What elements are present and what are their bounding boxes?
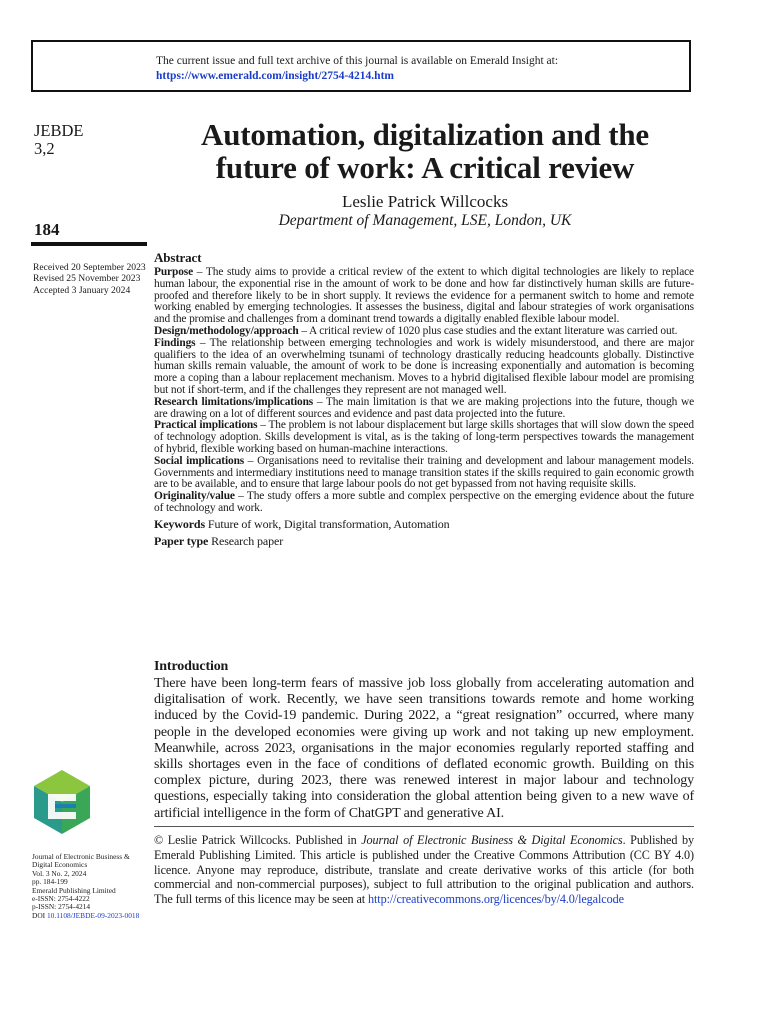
abstract-limitations <box>154 397 694 421</box>
social-text: – Organisations need to revitalise their training and development and labour management models. Governments and intermediary institutions need to manage transition states if the skills required to gain economic growth are to be available, and to ensure that large labour pools do not get bypassed from not having requisite skills. <box>154 454 694 491</box>
journal-name: Journal of Electronic Business & Digital Economics <box>361 833 623 847</box>
sidebar-divider <box>31 242 147 246</box>
keywords-label: Keywords <box>154 516 206 531</box>
paper-type-label: Paper type <box>154 533 209 548</box>
practical-label: Practical implications <box>154 419 258 432</box>
revised-date: Revised 25 November 2023 <box>33 273 141 285</box>
journal-info-volume: Vol. 3 No. 2, 2024 <box>32 868 87 878</box>
journal-info-line-1: Journal of Electronic Business & <box>32 852 130 861</box>
submission-dates <box>33 262 146 296</box>
limitations-text: – The main limitation is that we are making projections into the future, though we are drawing on a lot of different sources and evidence and past data projected into the future. <box>154 395 694 420</box>
journal-info-eissn: e-ISSN: 2754-4222 <box>32 894 90 904</box>
doi-link[interactable]: 10.1108/JEBDE-09-2023-0018 <box>46 910 140 920</box>
keywords <box>154 517 694 532</box>
paper-type <box>154 534 694 549</box>
keywords-text: Future of work, Digital transformation, Automation <box>205 516 450 531</box>
copyright-text-2: . Published by Emerald Publishing Limited. This article is published under the Creative Commons Attribution (CC BY 4.0) licence. Anyone may reproduce, distribute, translate and create derivative works of this article (for both commercial and non-commercial purposes), subject to full attribution to the original publication and authors. The full terms of this licence may be seen at <box>154 833 694 907</box>
author-affiliation: Department of Management, LSE, London, UK <box>278 212 572 229</box>
findings-text: – The relationship between emerging technologies and work is widely misunderstood, and there are major qualifiers to the idea of an overwhelming tsunami of technology drastically reducing headcounts globally. Distinctive human skills remain valuable, the amount of work to be done is increasing exponentially and automation is becoming more a coping than a labour replacement mechanism. Moves to a hybrid digitalised flexible labour model are promising but not if short-term, and if the challenges they represent are not managed well. <box>154 336 694 396</box>
design-label: Design/methodology/approach <box>154 324 299 337</box>
journal-info-pissn: p-ISSN: 2754-4214 <box>32 902 91 912</box>
availability-notice-text: The current issue and full text archive of this journal is available on Emerald Insight at: <box>156 55 559 67</box>
social-label: Social implications <box>154 454 245 467</box>
journal-abbrev: JEBDE <box>34 121 84 140</box>
abstract-social <box>154 456 694 491</box>
availability-notice-box <box>31 40 691 92</box>
accepted-date: Accepted 3 January 2024 <box>33 284 131 296</box>
design-text: – A critical review of 1020 plus case studies and the extant literature was carried out. <box>298 324 678 337</box>
purpose-text: – The study aims to provide a critical review of the extent to which digital technologies are likely to replace human labour, the exponential rise in the amount of work to be done and how far distinctively human skills are future-proofed and therefore likely to be in short supply. It reviews the evidence for a permanent switch to home and remote working enabled by emerging technologies. It assesses the business, digital and labour strategies of work organisations and the promise and challenges from a dominant trend towards a digitally enabled flexible labour model. <box>154 266 694 326</box>
received-date: Received 20 September 2023 <box>33 262 146 273</box>
paper-type-text: Research paper <box>208 533 284 548</box>
journal-info-line-2: Digital Economics <box>32 860 88 870</box>
originality-label: Originality/value <box>154 490 235 503</box>
purpose-label: Purpose <box>154 266 194 278</box>
introduction-section <box>154 658 694 822</box>
journal-code <box>34 122 84 158</box>
findings-label: Findings <box>154 336 196 349</box>
copyright-divider <box>154 826 694 827</box>
abstract-findings <box>154 338 694 397</box>
licence-link[interactable]: http://creativecommons.org/licences/by/4.0/legalcode <box>368 892 624 907</box>
author-name: Leslie Patrick Willcocks <box>341 192 509 211</box>
page-number: 184 <box>34 220 60 239</box>
practical-text: – The problem is not labour displacement but large skills shortages that will slow down the speed of technology adoption. Skills development is vital, as is the taking of long-term perspectives towards the management of hybrid, flexible working based on human-machine interactions. <box>154 419 694 455</box>
doi-prefix: DOI <box>32 910 47 920</box>
introduction-heading: Introduction <box>154 659 229 674</box>
emerald-logo-icon <box>30 768 94 836</box>
title-line-2: future of work: A critical review <box>215 150 635 185</box>
journal-info-pages: pp. 184-199 <box>32 877 68 887</box>
abstract-purpose <box>154 267 694 326</box>
title-line-1: Automation, digitalization and the <box>201 117 649 152</box>
abstract-originality <box>154 491 694 515</box>
journal-url-link[interactable]: https://www.emerald.com/insight/2754-4214.htm <box>156 70 394 82</box>
introduction-paragraph: There have been long-term fears of massive job loss globally from accelerating automation and digitalisation of work. Recently, we have seen transitions towards remote and home working induced by the Covid-19 pandemic. During 2022, a “great resignation” occurred, where many people in the developed economies were giving up work and not taking up new employment. Meanwhile, across 2023, organisations in the major economies regularly reported staffing and skills shortages even in the face of conditions of deflated economic growth. Building on this complex picture, during 2023, there was renewed interest in major labour and technology questions, especially taking into consideration the global attention being given to a new wave of artificial intelligence in the form of ChatGPT and generative AI. <box>154 676 694 821</box>
copyright-notice <box>154 833 694 907</box>
journal-info-doi <box>32 912 139 920</box>
copyright-text-1: © Leslie Patrick Willcocks. Published in <box>154 833 362 847</box>
article-title <box>150 118 700 184</box>
journal-info-publisher: Emerald Publishing Limited <box>32 885 116 895</box>
abstract-section <box>154 250 694 549</box>
originality-text: – The study offers a more subtle and complex perspective on the emerging evidence about the future of technology and work. <box>154 490 694 514</box>
volume-issue: 3,2 <box>34 139 55 158</box>
journal-info-block <box>32 853 139 920</box>
abstract-practical <box>154 420 694 455</box>
abstract-heading: Abstract <box>154 250 202 265</box>
limitations-label: Research limitations/implications <box>154 395 314 408</box>
